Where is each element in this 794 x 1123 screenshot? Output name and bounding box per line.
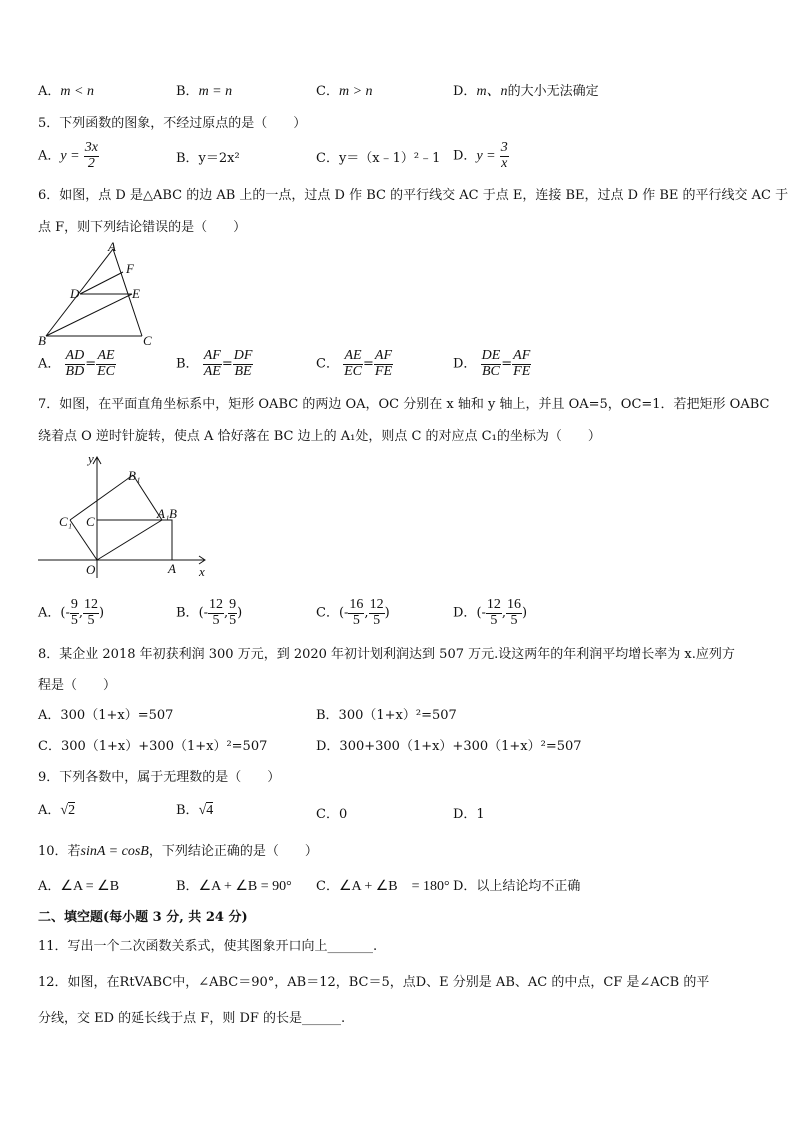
q7-label-o: O <box>86 562 96 577</box>
q7-label-b1: B₁ <box>128 468 141 483</box>
q5-option-d: D．y = $\frac{3}{x}$ <box>453 140 508 171</box>
q9-option-b: B．√4 <box>176 803 214 818</box>
q8-stem-line1: 8．某企业 2018 年初获利润 300 万元，到 2020 年初计划利润达到 507 万元.设这两年的年利润平均增长率为 x.应列方 <box>38 647 735 662</box>
q4-option-a: A．m < n <box>38 84 94 99</box>
q9-option-d: D．1 <box>453 807 485 822</box>
q6-label-d: D <box>70 286 80 301</box>
q11-stem: 11．写出一个二次函数关系式，使其图象开口向上_______. <box>38 939 378 954</box>
q7-option-d: D．(- $\frac{12}{5}$ , $\frac{16}{5}$ ) <box>453 597 528 628</box>
q7-stem-line2: 绕着点 O 逆时针旋转，使点 A 恰好落在 BC 边上的 A₁处，则点 C 的对应点 C₁的坐标为（ ） <box>38 429 601 444</box>
q6-option-c: C． $\frac{AE}{EC}$ = $\frac{AF}{FE}$ <box>316 348 392 379</box>
q7-stem-line1: 7．如图，在平面直角坐标系中，矩形 OABC 的两边 OA，OC 分别在 x 轴和 y 轴上，并且 OA=5，OC=1．若把矩形 OABC <box>38 397 770 412</box>
q6-label-b: B <box>38 333 46 348</box>
q4-option-d: D．m、n的大小无法确定 <box>453 84 599 99</box>
q8-option-d: D．300+300（1+x）+300（1+x）²=507 <box>316 739 582 754</box>
q7-option-a: A．(- $\frac{9}{5}$ , $\frac{12}{5}$ ) <box>38 597 105 628</box>
q10-option-d: D．以上结论均不正确 <box>453 879 581 894</box>
q9-option-a: A．√2 <box>38 803 76 818</box>
q8-stem-line2: 程是（ ） <box>38 678 117 693</box>
q4-option-c: C．m > n <box>316 84 373 99</box>
q7-label-y: y <box>88 451 94 466</box>
q6-stem-line2: 点 F，则下列结论错误的是（ ） <box>38 220 247 235</box>
q5-stem: 5．下列函数的图象，不经过原点的是（ ） <box>38 116 307 131</box>
q6-label-f: F <box>126 261 134 276</box>
q6-option-b: B． $\frac{AF}{AE}$ = $\frac{DF}{BE}$ <box>176 348 253 379</box>
q5-option-a: A．y = $\frac{3x}{2}$ <box>38 140 98 171</box>
q8-option-a: A．300（1+x）=507 <box>38 708 174 723</box>
q8-option-b: B．300（1+x）²=507 <box>316 708 457 723</box>
q4-option-b: B．m = n <box>176 84 233 99</box>
q10-option-c: C．∠A + ∠B = 180° <box>316 879 450 894</box>
q10-stem: 10．若sinA = cosB，下列结论正确的是（ ） <box>38 844 318 859</box>
q6-triangle-figure <box>36 242 161 348</box>
q6-label-c: C <box>143 333 152 348</box>
q6-option-a: A． $\frac{AD}{BD}$ = $\frac{AE}{EC}$ <box>38 348 115 379</box>
q5-option-b: B．y＝2x² <box>176 151 240 166</box>
q5-option-c: C．y＝（x﹣1）²﹣1 <box>316 151 441 166</box>
q7-label-a: A <box>168 561 176 576</box>
q8-option-c: C．300（1+x）+300（1+x）²=507 <box>38 739 268 754</box>
q7-label-c: C <box>86 514 95 529</box>
q10-option-a: A．∠A = ∠B <box>38 879 120 894</box>
q7-rectangle-rotation-figure <box>34 448 214 582</box>
q6-label-a: A <box>108 242 116 254</box>
q9-option-c: C．0 <box>316 807 348 822</box>
q7-label-b: B <box>169 506 177 521</box>
q10-option-b: B．∠A + ∠B = 90° <box>176 879 292 894</box>
q7-option-b: B．(- $\frac{12}{5}$ , $\frac{9}{5}$ ) <box>176 597 243 628</box>
q6-label-e: E <box>132 286 140 301</box>
q7-option-c: C．(- $\frac{16}{5}$ , $\frac{12}{5}$ ) <box>316 597 390 628</box>
q7-label-x: x <box>199 564 205 579</box>
q6-option-d: D． $\frac{DE}{BC}$ = $\frac{AF}{FE}$ <box>453 348 531 379</box>
q7-label-a1: A₁ <box>157 506 170 521</box>
q9-stem: 9．下列各数中，属于无理数的是（ ） <box>38 770 281 785</box>
q12-stem-line1: 12．如图，在RtVABC中，∠ABC＝90°，AB＝12，BC＝5，点D、E 分别是 AB、AC 的中点，CF 是∠ACB 的平 <box>38 975 710 990</box>
section-heading-fill-in: 二、填空题(每小题 3 分, 共 24 分) <box>38 910 248 925</box>
q7-label-c1: C₁ <box>59 514 73 529</box>
q6-stem-line1: 6．如图，点 D 是△ABC 的边 AB 上的一点，过点 D 作 BC 的平行线交 AC 于点 E，连接 BE，过点 D 作 BE 的平行线交 AC 于 <box>38 188 789 203</box>
q12-stem-line2: 分线，交 ED 的延长线于点 F，则 DF 的长是______. <box>38 1011 346 1026</box>
